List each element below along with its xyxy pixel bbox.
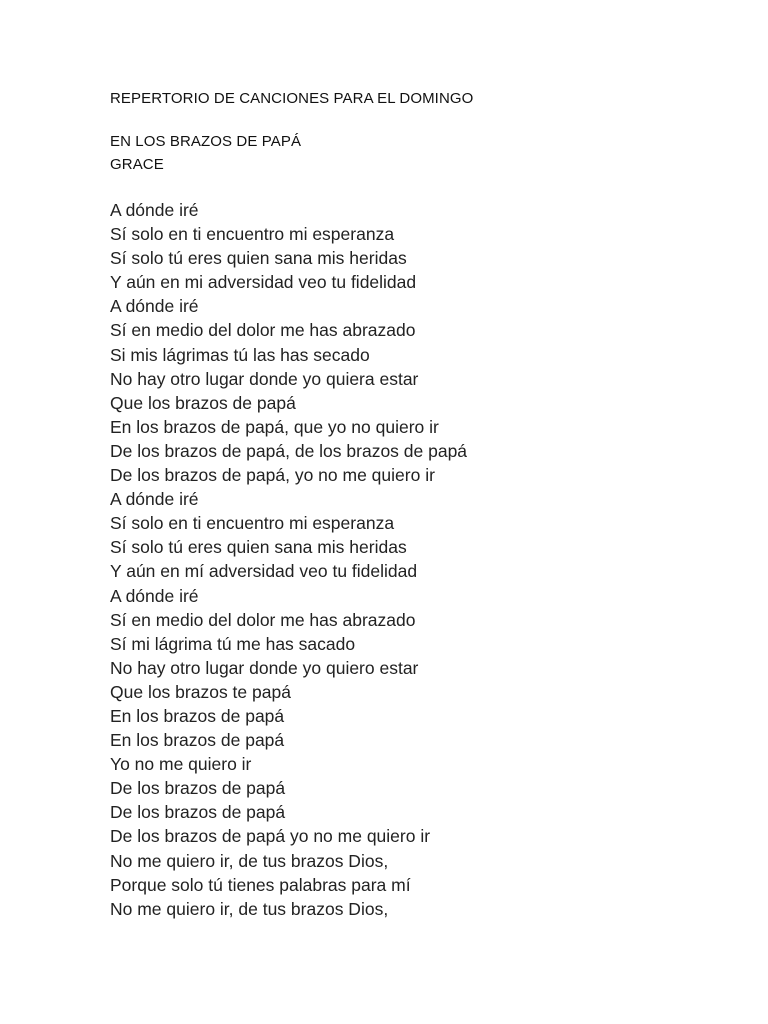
lyric-line: Yo no me quiero ir: [110, 754, 252, 775]
song-title: EN LOS BRAZOS DE PAPÁ: [110, 133, 302, 150]
lyric-line: De los brazos de papá: [110, 802, 286, 823]
lyric-line: No me quiero ir, de tus brazos Dios,: [110, 850, 389, 871]
lyric-line: A dónde iré: [110, 200, 199, 220]
lyric-line: En los brazos de papá: [110, 705, 285, 726]
lyric-line: A dónde iré: [110, 585, 199, 606]
lyric-line: Sí en medio del dolor me has abrazado: [110, 609, 416, 630]
lyric-line: En los brazos de papá, que yo no quiero ir: [110, 416, 439, 437]
lyric-line: No hay otro lugar donde yo quiera estar: [110, 368, 419, 389]
lyric-line: Sí solo tú eres quien sana mis heridas: [110, 248, 407, 269]
lyric-line: A dónde iré: [110, 296, 199, 317]
lyric-line: Que los brazos de papá: [110, 392, 296, 413]
lyric-line: No hay otro lugar donde yo quiero estar: [110, 657, 419, 678]
lyric-line: En los brazos de papá: [110, 730, 285, 751]
document-title: REPERTORIO DE CANCIONES PARA EL DOMINGO: [110, 90, 474, 107]
lyric-line: Y aún en mi adversidad veo tu fidelidad: [110, 272, 417, 293]
lyric-line: Sí mi lágrima tú me has sacado: [110, 633, 356, 654]
lyric-line: De los brazos de papá: [110, 778, 286, 799]
song-artist: GRACE: [110, 156, 164, 173]
lyric-line: De los brazos de papá yo no me quiero ir: [110, 826, 431, 847]
lyric-line: Sí solo en ti encuentro mi esperanza: [110, 224, 395, 245]
lyric-line: Y aún en mí adversidad veo tu fidelidad: [110, 561, 418, 582]
lyric-line: Sí solo tú eres quien sana mis heridas: [110, 537, 407, 558]
lyric-line: No me quiero ir, de tus brazos Dios,: [110, 898, 389, 919]
lyric-line: De los brazos de papá, de los brazos de papá: [110, 440, 468, 461]
lyric-line: Sí en medio del dolor me has abrazado: [110, 320, 416, 341]
lyric-line: Si mis lágrimas tú las has secado: [110, 344, 370, 365]
lyric-line: Que los brazos te papá: [110, 681, 291, 702]
lyrics-list: [110, 198, 467, 921]
lyric-line: A dónde iré: [110, 489, 199, 510]
lyric-line: Porque solo tú tienes palabras para mí: [110, 874, 411, 895]
lyric-line: De los brazos de papá, yo no me quiero ir: [110, 465, 435, 486]
lyric-line: Sí solo en ti encuentro mi esperanza: [110, 513, 395, 534]
